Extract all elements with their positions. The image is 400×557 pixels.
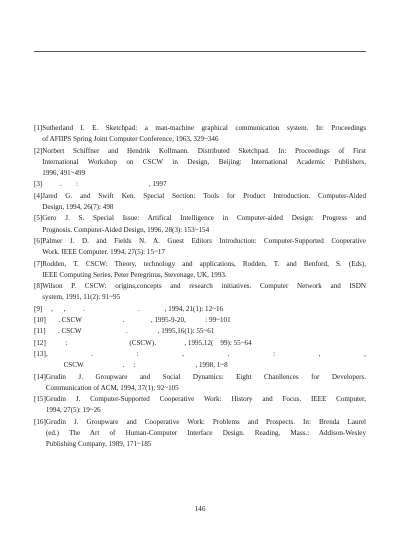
reference-item [34,191,366,214]
reference-line: Grudin J. Groupware and Cooperative Work: Problems and Prospects. In: Brenda Laurel [45,417,366,426]
reference-line: Norbert Schiffner and Hendrik Kollmann. Distributed Sketchpad. In: Proceedings of First [42,146,366,155]
reference-text [46,315,366,326]
reference-item [34,349,366,372]
reference-number: [7] [34,259,43,268]
reference-line: Design, 1994, 26(7): 498 [42,203,114,212]
reference-number: [2] [34,146,43,155]
reference-item [34,123,366,146]
reference-line: (ed.) The Art of Human-Computer Interface Design. Reading, Mass.: Addison-Wesley [45,429,366,438]
reference-line: system, 1991, 11(2): 91~95 [42,293,121,302]
reference-number: [8] [34,282,43,291]
reference-line: IEEE Computing Series, Peter Peregrinus, Stevenage, UK, 1993. [42,270,227,279]
reference-number: [10] [34,316,46,325]
reference-list [34,123,366,451]
reference-line: Jared G. and Swift Ken. Special Section: Tools for Product Introduction. Computer-Aided [42,191,366,200]
reference-line: Wilson P. CSCW: origins,concepts and research initiatives. Computer Network and ISDN [42,282,366,291]
reference-line: Prognosis. Computer-Aided Design, 1996, 28(3): 153~154 [42,225,210,234]
page-number: 146 [194,504,206,513]
reference-number: [16] [34,417,46,426]
reference-text [42,213,366,236]
reference-line: Communication of ACM, 1994, 37(1): 92~105 [45,383,179,392]
reference-text [46,349,366,372]
reference-item [34,179,366,190]
reference-number: [5] [34,214,43,223]
reference-text [46,338,366,349]
reference-text [42,304,366,315]
reference-text [46,394,366,417]
reference-text [42,146,366,180]
reference-line: Grudin J. Groupware and Social Dynamics: Eight Chanllences for Developers. [45,372,366,381]
reference-text [42,236,366,259]
reference-line: . : , 1997 [42,180,167,189]
reference-line: International Workshop on CSCW in Design, Beijing: International Academic Publishers, [42,157,366,166]
reference-text [42,191,366,214]
reference-line: Gero J. S. Special Issue: Artifical Intelligence in Computer-aided Design: Progress and [42,214,366,223]
reference-item [34,372,366,395]
reference-text [42,259,366,282]
reference-item [34,146,366,180]
reference-number: [4] [34,191,43,200]
reference-text [46,326,366,337]
reference-line: CSCW . : , 1998, 1~8 [45,361,228,370]
reference-number: [11] [34,327,46,336]
reference-text [42,123,366,146]
reference-line: 1996, 491~499 [42,169,86,178]
reference-line: Rodden, T. CSCW: Theory, technology and applications, Rodden, T. and Benford, S. (Eds), [42,259,366,268]
reference-line: Work. IEEE Computer. 1994, 27(5): 15~17 [42,248,165,257]
reference-line: Sutherland I. E. Sketchpad: a man-machine graphical communication system. In: Proceedings [42,124,366,132]
reference-line: of AFIIPS Spring Joint Computer Conference, 1963, 329~346 [42,135,219,144]
reference-number: [9] [34,304,43,313]
reference-text [42,179,366,190]
header-rule [34,51,366,52]
reference-item [34,326,366,337]
reference-line: , , . . , 1994, 21(1): 12~16 [42,304,224,313]
reference-line: . CSCW . , 1995-9-20, : 99~101 [45,316,231,325]
reference-line: : (CSCW). , 1995,12( 99): 55~64 [45,338,252,347]
reference-number: [6] [34,236,43,245]
reference-line: 1994, 27(5): 19~26 [45,406,101,415]
reference-item [34,338,366,349]
reference-number: [14] [34,372,46,381]
reference-text [42,281,366,304]
reference-line: . CSCW . , 1995,16(1): 55~61 [45,327,215,336]
reference-item [34,304,366,315]
reference-text [46,417,366,451]
reference-text [46,372,366,395]
reference-item [34,236,366,259]
reference-item [34,315,366,326]
reference-number: [12] [34,338,46,347]
reference-item [34,281,366,304]
reference-item [34,259,366,282]
reference-line: Publishing Company, 1989, 171~185 [45,440,152,449]
reference-number: [3] [34,180,43,189]
reference-line: , . : , . : , , [45,349,366,358]
reference-number: [15] [34,395,46,404]
reference-item [34,213,366,236]
reference-number: [13] [34,349,46,358]
reference-line: Grudin J. Computer-Supported Cooperative Work: History and Focus. IEEE Computer, [45,395,366,404]
reference-number: [1] [34,124,43,132]
reference-line: Palmer J. D. and Fields N. A. Guest Editors Introduction: Computer-Supported Cooperative [42,236,366,245]
reference-item [34,394,366,417]
reference-item [34,417,366,451]
